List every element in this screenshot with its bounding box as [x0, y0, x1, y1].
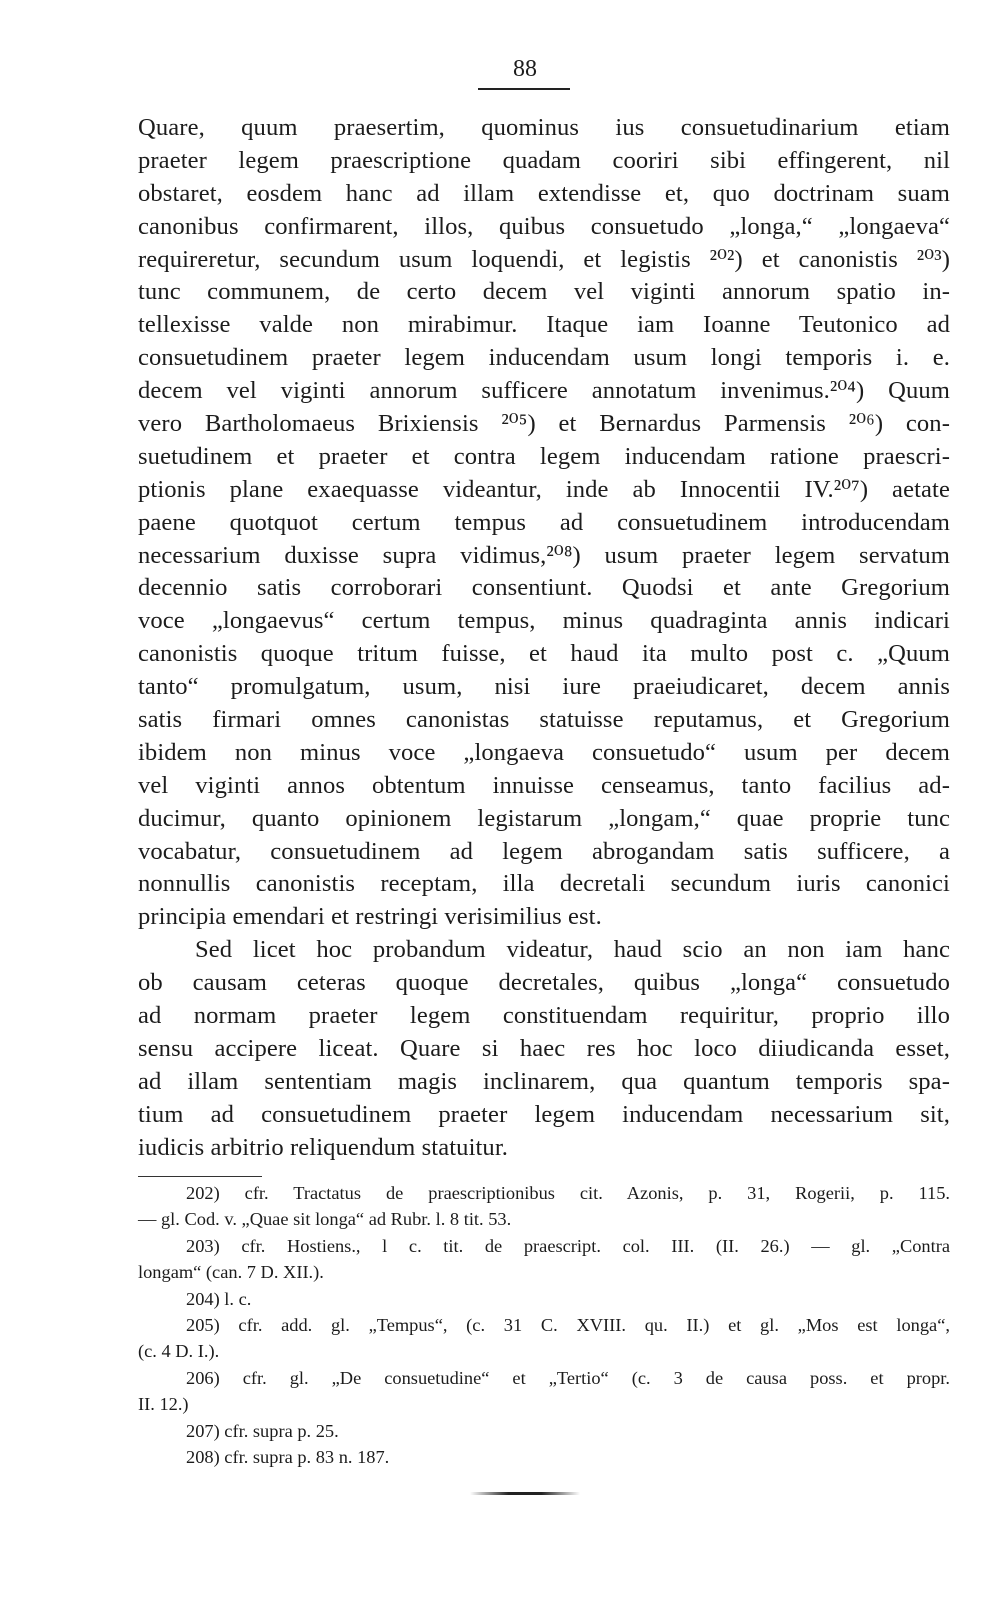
body-line: Sed licet hoc probandum videatur, haud scio an non iam hanc [195, 936, 950, 964]
body-line: necessarium duxisse supra vidimus,²⁰⁸) usum praeter legem servatum [138, 541, 950, 569]
body-line: decem vel viginti annorum sufficere annotatum invenimus.²⁰⁴) Quum [138, 377, 950, 405]
body-line: iudicis arbitrio reliquendum statuitur. [138, 1133, 509, 1161]
footnote-line: 208) cfr. supra p. 83 n. 187. [186, 1446, 390, 1467]
body-line: ptionis plane exaequasse videantur, inde ab Innocentii IV.²⁰⁷) aetate [138, 475, 950, 503]
body-line: requireretur, secundum usum loquendi, et legistis ²⁰²) et canonistis ²⁰³) [138, 245, 950, 273]
body-line: consuetudinem praeter legem inducendam usum longi temporis i. e. [138, 344, 950, 372]
footnote-line: (c. 4 D. I.). [138, 1341, 220, 1362]
footnote-line: 203) cfr. Hostiens., l c. tit. de praescript. col. III. (II. 26.) — gl. „Contra [186, 1235, 950, 1256]
page-number-underline [478, 88, 570, 90]
footnote-line: 204) l. c. [186, 1288, 252, 1309]
closing-ornament-rule [470, 1492, 580, 1495]
body-line: tunc communem, de certo decem vel viginti annorum spatio in- [138, 278, 950, 306]
footnote-line: II. 12.) [138, 1394, 189, 1415]
body-line: nonnullis canonistis receptam, illa decretali secundum iuris canonici [138, 870, 950, 898]
footnote-line: 202) cfr. Tractatus de praescriptionibus cit. Azonis, p. 31, Rogerii, p. 115. [186, 1183, 950, 1203]
body-line: ibidem non minus voce „longaeva consuetudo“ usum per decem [138, 738, 950, 766]
body-line: ducimur, quanto opinionem legistarum „longam,“ quae proprie tunc [138, 804, 950, 832]
body-line: tanto“ promulgatum, usum, nisi iure praeiudicaret, decem annis [138, 673, 950, 701]
footnote-line: longam“ (can. 7 D. XII.). [138, 1262, 324, 1283]
body-line: vel viginti annos obtentum innuisse censeamus, tanto facilius ad- [138, 771, 950, 799]
body-line: canonibus confirmarent, illos, quibus consuetudo „longa,“ „longaeva“ [138, 212, 950, 240]
body-line: Quare, quum praesertim, quominus ius consuetudinarium etiam [138, 114, 950, 141]
body-line: satis firmari omnes canonistas statuisse reputamus, et Gregorium [138, 706, 950, 734]
footnote-line: 207) cfr. supra p. 25. [186, 1420, 339, 1441]
main-text [138, 112, 950, 1165]
body-line: vocabatur, consuetudinem ad legem abrogandam satis sufficere, a [138, 837, 950, 865]
body-line: decennio satis corroborari consentiunt. Quodsi et ante Gregorium [138, 574, 950, 602]
body-line: ad normam praeter legem constituendam requiritur, proprio illo [138, 1002, 950, 1030]
footnote-line: 205) cfr. add. gl. „Tempus“, (c. 31 C. XVIII. qu. II.) et gl. „Mos est longa“, [186, 1314, 950, 1335]
body-line: praeter legem praescriptione quadam cooriri sibi effingerent, nil [138, 146, 950, 174]
footnote-line: — gl. Cod. v. „Quae sit longa“ ad Rubr. l. 8 tit. 53. [138, 1209, 512, 1230]
body-line: ad illam sententiam magis inclinarem, qua quantum temporis spa- [138, 1067, 950, 1095]
footnote-separator [138, 1176, 262, 1177]
body-line: tellexisse valde non mirabimur. Itaque iam Ioanne Teutonico ad [138, 311, 950, 339]
body-line: ob causam ceteras quoque decretales, quibus „longa“ consuetudo [138, 969, 950, 997]
body-line: obstaret, eosdem hanc ad illam extendisse et, quo doctrinam suam [138, 179, 950, 207]
footnote-line: 206) cfr. gl. „De consuetudine“ et „Tertio“ (c. 3 de causa poss. et propr. [186, 1367, 950, 1388]
body-line: canonistis quoque tritum fuisse, et haud ita multo post c. „Quum [138, 640, 950, 668]
body-line: vero Bartholomaeus Brixiensis ²⁰⁵) et Bernardus Parmensis ²⁰⁶) con- [138, 410, 950, 438]
body-line: paene quotquot certum tempus ad consuetudinem introducendam [138, 508, 950, 536]
page-number: 88 [513, 56, 537, 82]
body-line: sensu accipere liceat. Quare si haec res hoc loco diiudicanda esset, [138, 1034, 950, 1062]
body-line: principia emendari et restringi verisimilius est. [138, 903, 602, 931]
footnotes [138, 1180, 950, 1470]
body-line: tium ad consuetudinem praeter legem inducendam necessarium sit, [138, 1100, 950, 1128]
body-line: voce „longaevus“ certum tempus, minus quadraginta annis indicari [138, 607, 950, 635]
body-line: suetudinem et praeter et contra legem inducendam ratione praescri- [138, 442, 950, 470]
